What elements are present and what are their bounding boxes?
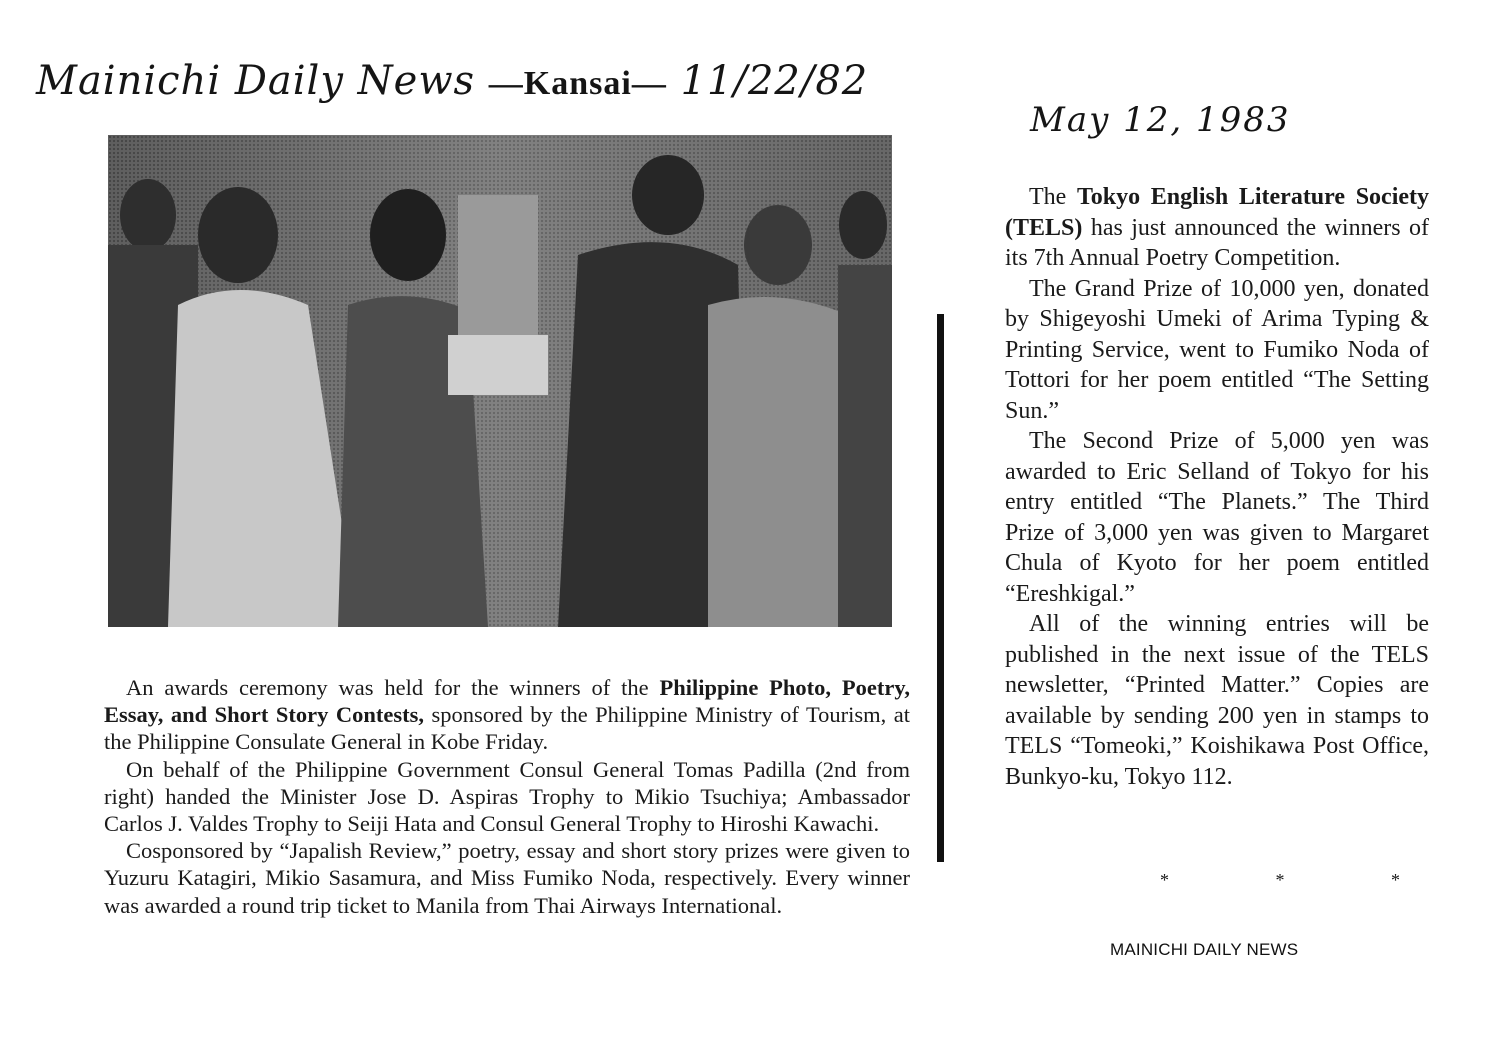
right-p1-text: The [1029,184,1077,210]
left-article-paragraph-2: On behalf of the Philippine Government Consul General Tomas Padilla (2nd from right) handed the Minister Jose D. Aspiras Trophy to Mikio Tsuchiya; Ambassador Carlos J. Valdes Trophy to Seiji Hata and Consul General Trophy to Hiroshi Kawachi. [104,756,910,837]
star-1: * [1160,870,1169,890]
ceremony-photo [108,135,892,627]
right-p1-text-end: has just announced the winners of its 7th Annual Poetry Competition. [1005,214,1429,271]
source-footer: MAINICHI DAILY NEWS [1110,940,1299,959]
handwritten-source-line [36,58,868,104]
right-article-paragraph-4: All of the winning entries will be published in the next issue of the TELS newsletter, “Printed Matter.” Copies are available by sending 200 yen in stamps to TELS “Tomeoki,” Koishikawa Post Office, Bunkyo-ku, Tokyo 112. [1005,611,1429,790]
left-article-paragraph-3: Cosponsored by “Japalish Review,” poetry, essay and short story prizes were given to Yuzuru Katagiri, Mikio Sasamura, and Miss Fumiko Noda, respectively. Every winner was awarded a round trip ticket to Manila from Thai Airways International. [104,838,910,918]
printed-edition-label: —Kansai— [488,65,667,102]
handwritten-date-right: May 12, 1983 [1030,100,1291,140]
star-3: * [1391,870,1400,890]
photo-illustration [108,135,892,627]
right-p1-bold-text: Tokyo English Literature Society (TELS) [1005,184,1430,241]
left-p1-bold-text: Philippine Photo, Poetry, Essay, and Short Story Contests, [104,675,911,728]
right-article [1005,182,1429,792]
left-p1-text-end: sponsored by the Philippine Ministry of Tourism, at the Philippine Consulate General in Kobe Friday. [104,702,910,755]
right-article-paragraph-1 [1005,182,1429,274]
handwritten-newspaper-name: Mainichi Daily News [36,58,476,104]
left-article [104,674,910,919]
handwritten-date-left: 11/22/82 [680,58,869,104]
right-article-paragraph-2: The Grand Prize of 10,000 yen, donated by Shigeyoshi Umeki of Arima Typing & Printing Service, went to Fumiko Noda of Tottori for her poem entitled “The Setting Sun.” [1005,275,1429,424]
left-article-paragraph-1 [104,674,910,756]
left-p1-text: An awards ceremony was held for the winners of the [126,675,660,700]
separator-stars [1160,870,1400,891]
column-divider [937,314,944,862]
star-2: * [1275,870,1285,890]
right-article-paragraph-3: The Second Prize of 5,000 yen was awarded to Eric Selland of Tokyo for his entry entitled “The Planets.” The Third Prize of 3,000 yen was given to Margaret Chula of Kyoto for her poem entitled “Ereshkigal.” [1005,428,1429,607]
